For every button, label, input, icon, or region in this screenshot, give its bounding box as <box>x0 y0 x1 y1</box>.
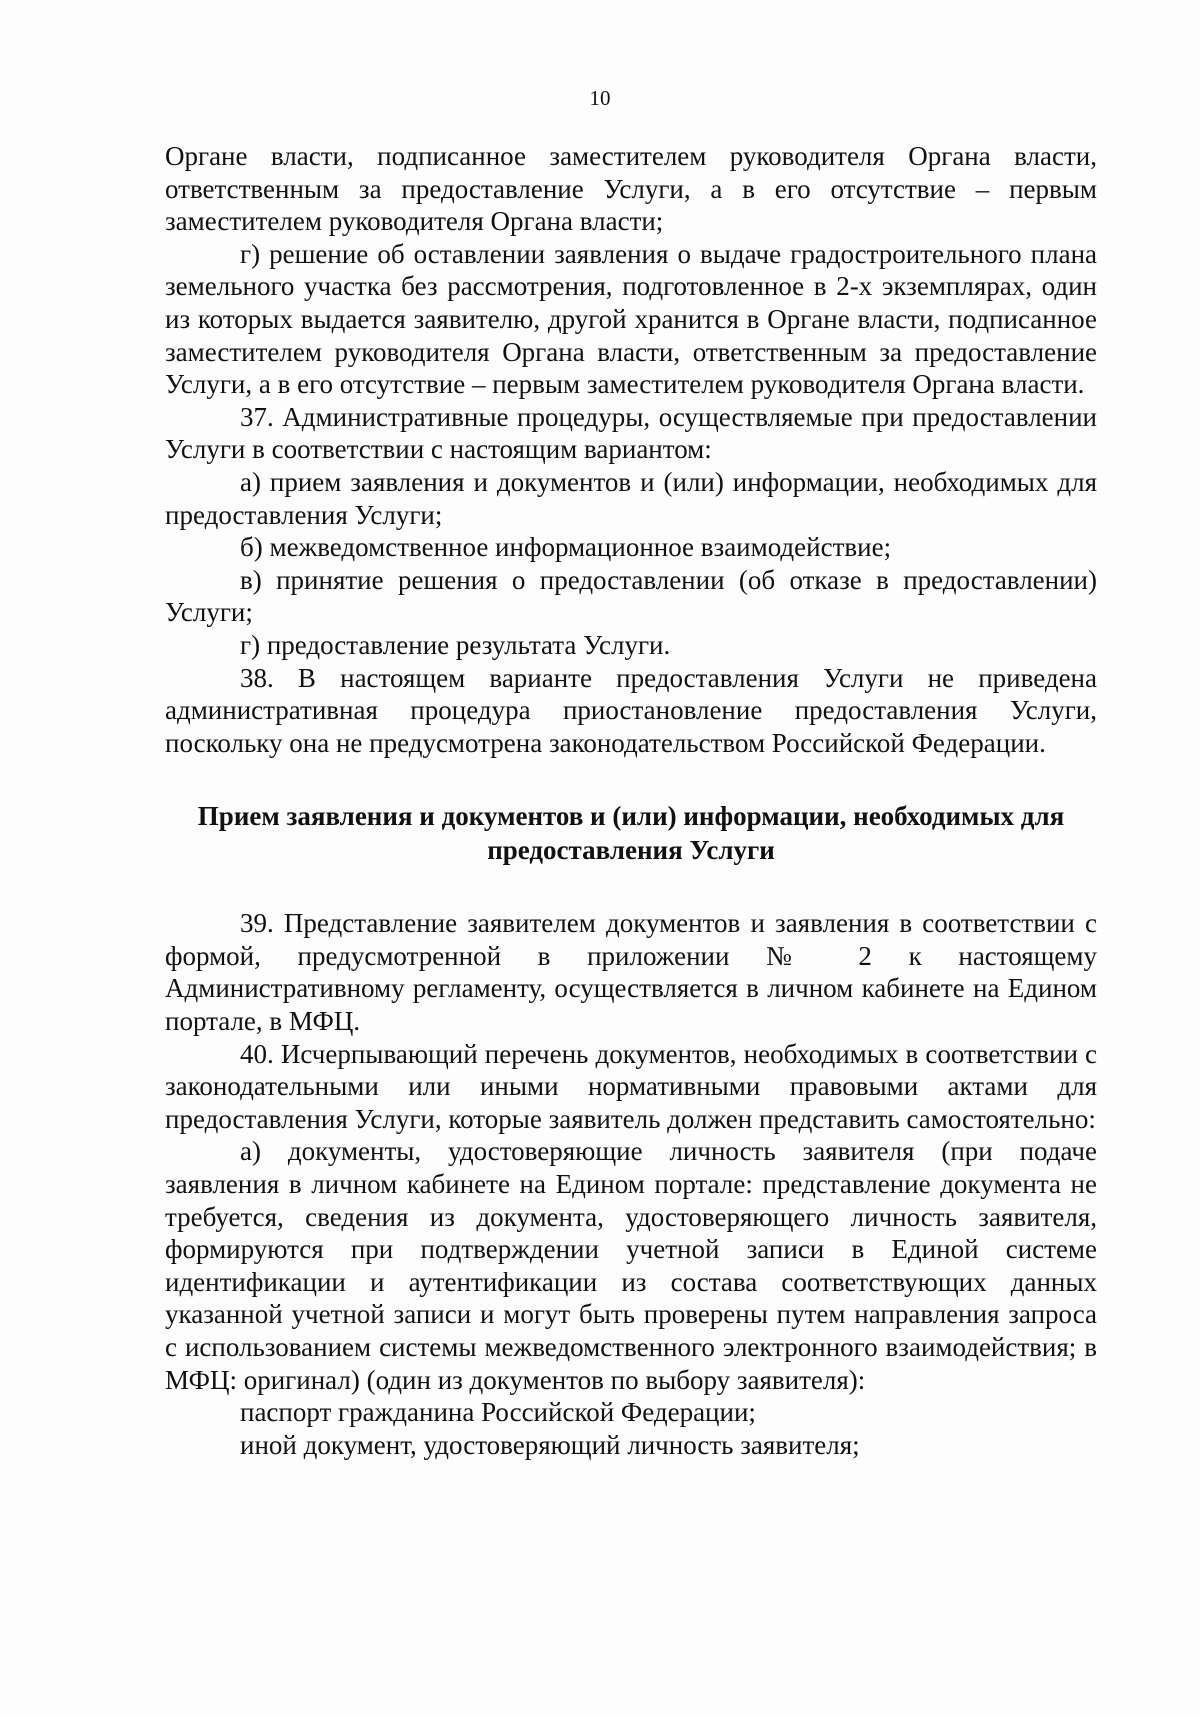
paragraphs-before <box>165 140 1097 759</box>
paragraph: 37. Административные процедуры, осуществляемые при предоставлении Услуги в соответствии с настоящим вариантом: <box>165 401 1097 465</box>
paragraph: 38. В настоящем варианте предоставления Услуги не приведена административная процедура приостановление предоставления Услуги, поскольку она не предусмотрена законодательством Российской Федерации. <box>165 662 1097 758</box>
document-list <box>165 1396 1097 1461</box>
paragraph: г) предоставление результата Услуги. <box>240 629 671 660</box>
paragraph: 40. Исчерпывающий перечень документов, необходимых в соответствии с законодательными или иными нормативными правовыми актами для предоставления Услуги, которые заявитель должен представить самостоятельно: <box>165 1038 1097 1134</box>
paragraphs-after <box>165 907 1097 1396</box>
paragraph: г) решение об оставлении заявления о выдаче градостроительного плана земельного участка без рассмотрения, подготовленное в 2-х экземплярах, один из которых выдается заявителю, другой хранится в Органе власти, подписанное заместителем руководителя Органа власти, ответственным за предоставление Услуги, а в его отсутствие – первым заместителем руководителя Органа власти. <box>165 238 1097 400</box>
paragraph: в) принятие решения о предоставлении (об отказе в предоставлении) Услуги; <box>165 564 1097 628</box>
paragraph: Органе власти, подписанное заместителем руководителя Органа власти, ответственным за предоставление Услуги, а в его отсутствие – первым заместителем руководителя Органа власти; <box>165 141 1097 237</box>
document-body <box>165 140 1097 1461</box>
paragraph: б) межведомственное информационное взаимодействие; <box>240 532 892 563</box>
paragraph: 39. Представление заявителем документов и заявления в соответствии с формой, предусмотренной в приложении № 2 к настоящему Административному регламенту, осуществляется в личном кабинете на Едином портале, в МФЦ. <box>165 908 1097 1037</box>
list-item: иной документ, удостоверяющий личность заявителя; <box>240 1429 860 1460</box>
section-heading: Прием заявления и документов и (или) информации, необходимых для предоставления Услуги <box>197 801 1065 866</box>
list-item: паспорт гражданина Российской Федерации; <box>240 1397 756 1428</box>
page-number: 10 <box>589 86 611 110</box>
paragraph: а) прием заявления и документов и (или) информации, необходимых для предоставления Услуги; <box>165 466 1097 530</box>
paragraph: а) документы, удостоверяющие личность заявителя (при подаче заявления в личном кабинете на Едином портале: представление документа не требуется, сведения из документа, удостоверяющего личность заявителя, формируются при подтверждении учетной записи в Единой системе идентификации и аутентификации из состава соответствующих данных указанной учетной записи и могут быть проверены путем направления запроса с использованием системы межведомственного электронного взаимодействия; в МФЦ: оригинал) (один из документов по выбору заявителя): <box>165 1136 1097 1395</box>
